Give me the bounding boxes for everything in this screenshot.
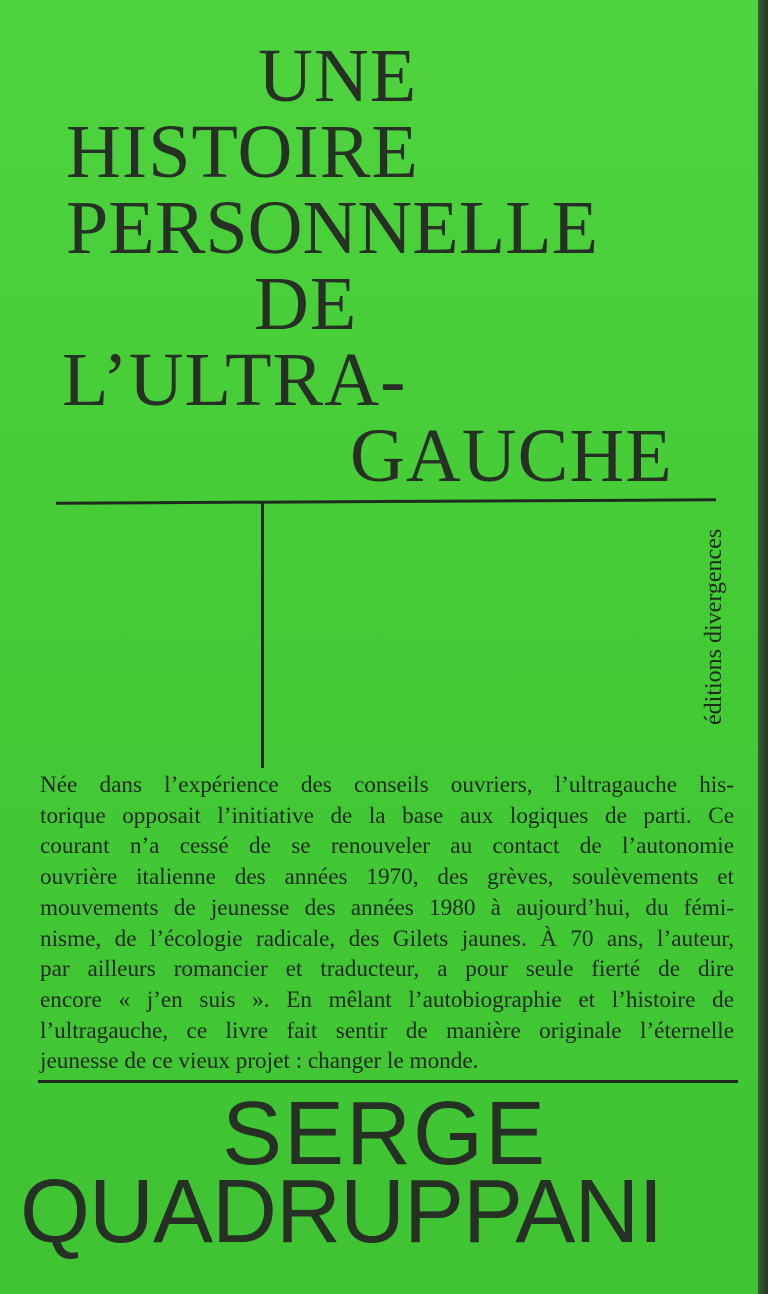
blurb-line: courant n’a cessé de se renouveler au contact de l’autonomie (40, 833, 734, 860)
blurb-line: ouvrière italienne des années 1970, des grèves, soulèvements et (40, 864, 734, 891)
title-line-4: DE (254, 262, 358, 346)
title-line-3: PERSONNELLE (66, 186, 598, 270)
title-line-1: UNE (258, 34, 418, 118)
blurb-line: torique opposait l’initiative de la base aux logiques de parti. Ce (40, 802, 734, 829)
blurb-line: par ailleurs romancier et traducteur, a pour seule fierté de dire (40, 956, 734, 983)
publisher-name: éditions divergences (701, 528, 727, 725)
title-line-6: GAUCHE (350, 414, 673, 498)
blurb-line: mouvements de jeunesse des années 1980 à aujourd’hui, du fémi- (40, 894, 734, 921)
top-divider (56, 498, 716, 504)
blurb-line: encore « j’en suis ». En mêlant l’autobiographie et l’histoire de (40, 986, 734, 1013)
vertical-divider (261, 502, 264, 768)
author-first-name: SERGE (222, 1084, 548, 1184)
blurb-line: nisme, de l’écologie radicale, des Gilets jaunes. À 70 ans, l’auteur, (40, 925, 734, 952)
blurb-line: l’ultragauche, ce livre fait sentir de manière originale l’éternelle (40, 1017, 734, 1044)
blurb-line: jeunesse de ce vieux projet : changer le monde. (40, 1048, 479, 1075)
title-line-5: L’ULTRA- (62, 338, 407, 422)
back-blurb (40, 770, 734, 1077)
bottom-divider (38, 1080, 738, 1083)
blurb-line: Née dans l’expérience des conseils ouvriers, l’ultragauche his- (40, 772, 734, 798)
book-edge (758, 0, 768, 1294)
title-line-2: HISTOIRE (66, 110, 419, 194)
author-last-name: QUADRUPPANI (20, 1162, 663, 1262)
